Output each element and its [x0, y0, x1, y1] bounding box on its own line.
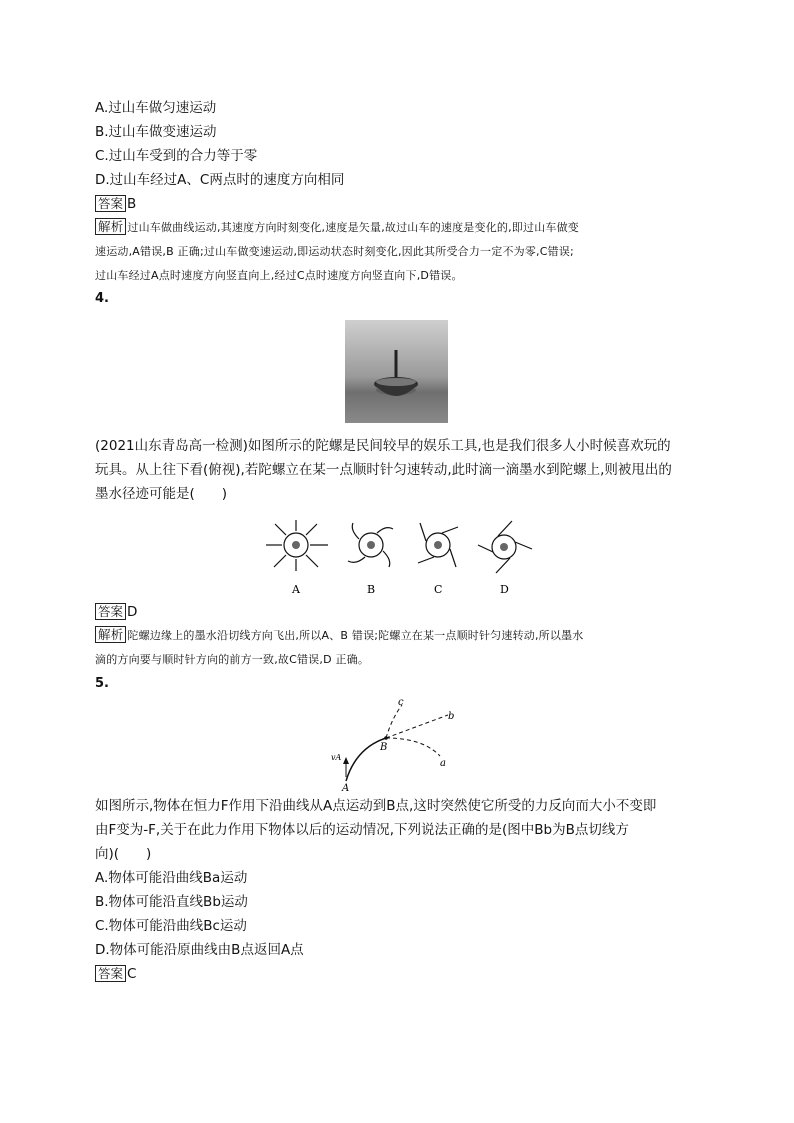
q3-option-d: D.过山车经过A、C两点时的速度方向相同	[95, 172, 345, 188]
analysis-text: 过山车做曲线运动,其速度方向时刻变化,速度是矢量,故过山车的速度是变化的,即过山车做变	[127, 221, 579, 234]
figure-label-c: C	[434, 583, 443, 596]
point-label-b: B	[380, 742, 388, 753]
q3-option-b: B.过山车做变速运动	[95, 124, 217, 140]
option-b-diagram	[348, 523, 393, 567]
q4-stem-line-1: (2021山东青岛高一检测)如图所示的陀螺是民间较早的娱乐工具,也是我们很多人小时候喜欢玩的	[95, 438, 671, 454]
q5-stem-line-3: 向)( )	[95, 846, 152, 862]
spinning-top-photo	[345, 320, 448, 423]
option-d-diagram	[478, 521, 532, 573]
q3-analysis-line-3: 过山车经过A点时速度方向竖直向上,经过C点时速度方向竖直向下,D错误。	[95, 269, 463, 282]
curve-label-a: a	[440, 758, 446, 769]
motion-curve-figure	[328, 698, 468, 793]
answer-tag: 答案	[95, 603, 126, 620]
velocity-label: vA	[331, 753, 342, 762]
q5-answer: C	[127, 966, 137, 982]
answer-tag: 答案	[95, 965, 126, 982]
analysis-text: 陀螺边缘上的墨水沿切线方向飞出,所以A、B 错误;陀螺立在某一点顺时针匀速转动,所以墨水	[127, 629, 584, 642]
q5-option-c: C.物体可能沿曲线Bc运动	[95, 918, 247, 934]
q3-answer-row	[95, 194, 136, 214]
figure-label-b: B	[367, 583, 376, 596]
point-label-a: A	[342, 783, 350, 793]
q5-option-a: A.物体可能沿曲线Ba运动	[95, 870, 248, 886]
q5-stem-line-2: 由F变为-F,关于在此力作用下物体以后的运动情况,下列说法正确的是(图中Bb为B点切线方	[95, 822, 629, 838]
q5-number: 5.	[95, 676, 109, 691]
figure-label-a: A	[292, 583, 300, 596]
q5-option-b: B.物体可能沿直线Bb运动	[95, 894, 248, 910]
q5-option-d: D.物体可能沿原曲线由B点返回A点	[95, 942, 304, 958]
figure-label-d: D	[500, 583, 509, 596]
q4-analysis-line-2: 滴的方向要与顺时针方向的前方一致,故C错误,D 正确。	[95, 653, 370, 666]
q3-answer: B	[127, 196, 137, 212]
q4-answer-row	[95, 602, 137, 622]
q3-analysis-line-1	[95, 218, 579, 238]
q3-analysis-line-2: 速运动,A错误,B 正确;过山车做变速运动,即运动状态时刻变化,因此其所受合力一定不为零,C错误;	[95, 245, 574, 258]
q4-analysis-line-1	[95, 626, 583, 646]
option-a-diagram	[266, 520, 328, 571]
spinning-top-icon	[345, 320, 448, 423]
q4-stem-line-2: 玩具。从上往下看(俯视),若陀螺立在某一点顺时针匀速转动,此时滴一滴墨水到陀螺上,则被甩出的	[95, 462, 672, 478]
q4-answer: D	[127, 604, 138, 620]
option-c-diagram	[418, 523, 458, 567]
curve-label-b: b	[448, 711, 455, 722]
q3-option-c: C.过山车受到的合力等于零	[95, 148, 258, 164]
q4-number: 4.	[95, 291, 109, 306]
q5-answer-row	[95, 964, 136, 984]
q5-stem-line-1: 如图所示,物体在恒力F作用下沿曲线从A点运动到B点,这时突然使它所受的力反向而大小不变即	[95, 798, 657, 814]
ink-trajectory-figure	[258, 515, 538, 600]
answer-tag: 答案	[95, 195, 126, 212]
analysis-tag: 解析	[95, 626, 126, 643]
q3-option-a: A.过山车做匀速运动	[95, 100, 217, 116]
curve-label-c: c	[398, 698, 404, 708]
analysis-tag: 解析	[95, 218, 126, 235]
q4-stem-line-3: 墨水径迹可能是( )	[95, 486, 228, 502]
